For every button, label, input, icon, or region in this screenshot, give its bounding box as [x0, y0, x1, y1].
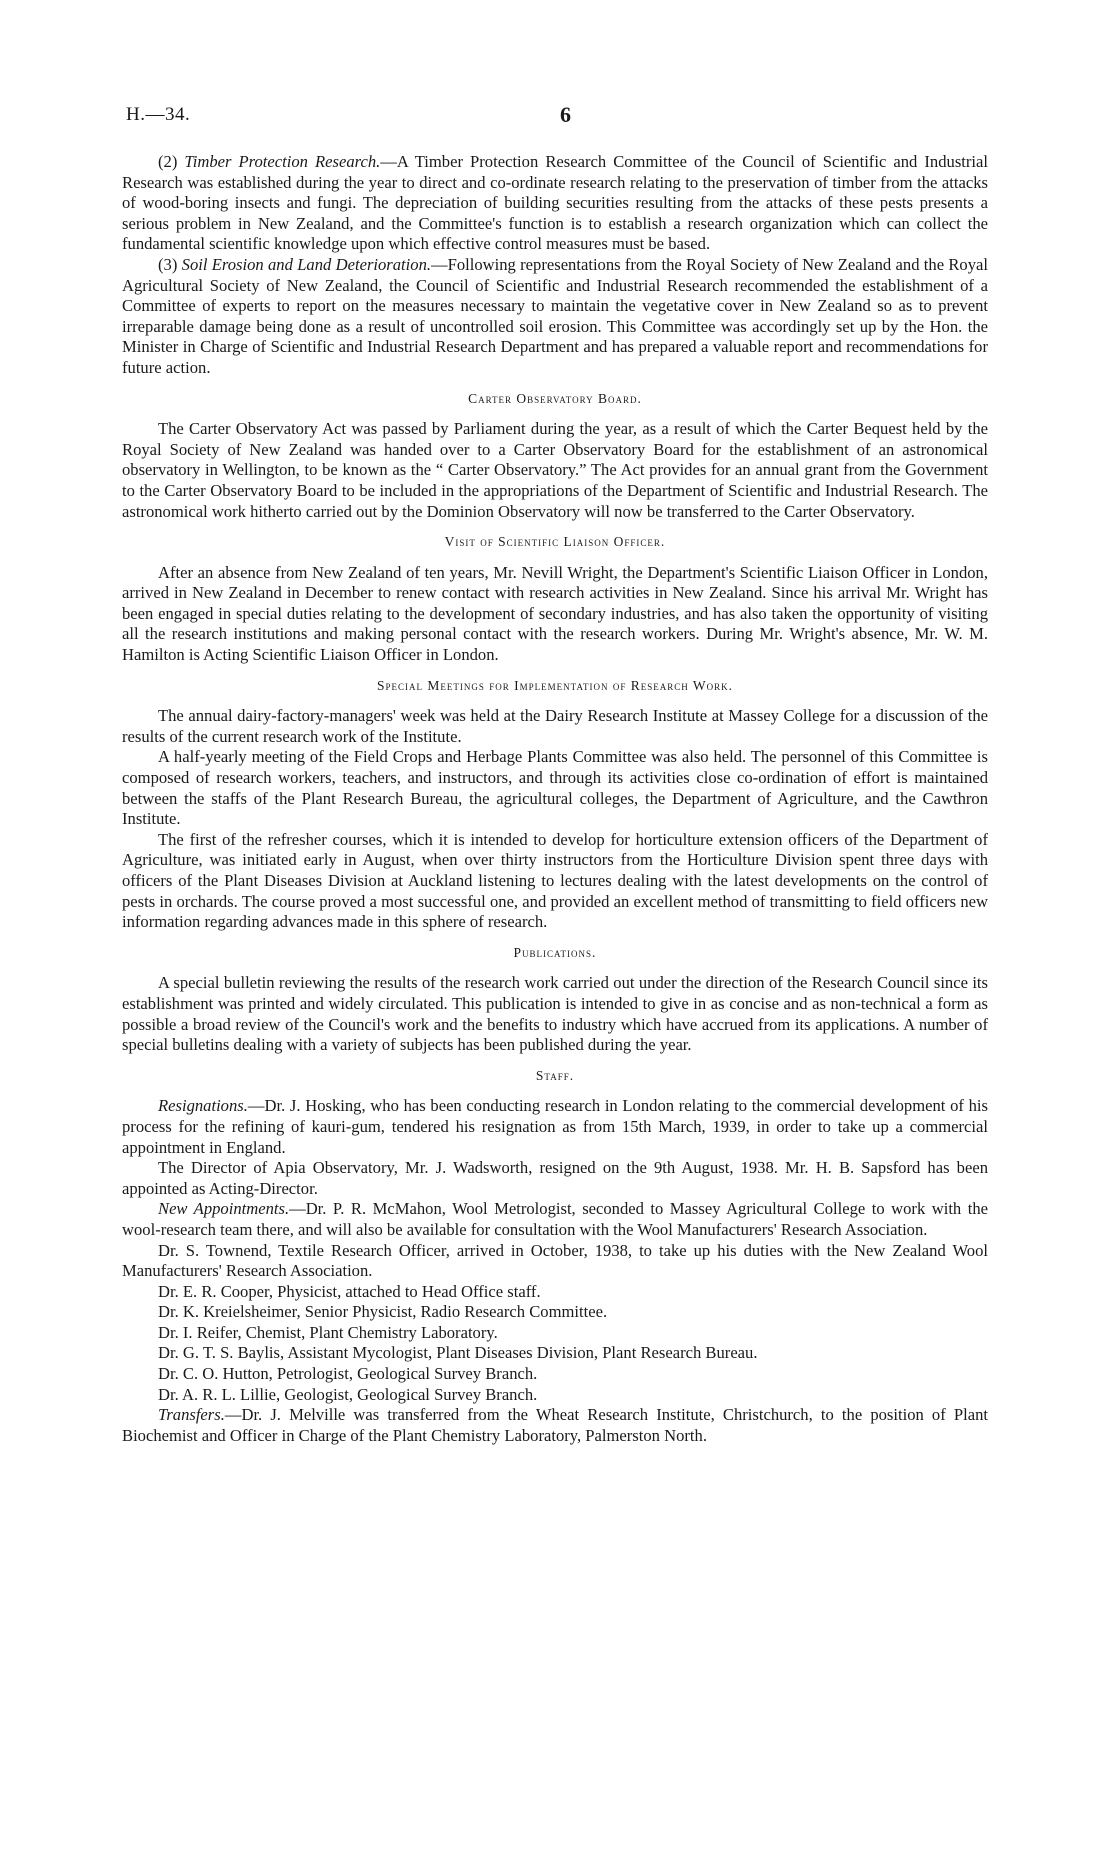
paragraph	[122, 1096, 988, 1158]
paragraph	[122, 419, 988, 522]
paragraph-text: —Following representations from the Royal Society of New Zealand and the Royal Agricultural Society of New Zealand, the Council of Scientific and Industrial Research recommended the establishment of a Committee of experts to report on the measures necessary to maintain the vegetative cover in New Zealand so as to prevent irreparable damage being done as a result of uncontrolled soil erosion. This Committee was accordingly set up by the Hon. the Minister in Charge of Scientific and Industrial Research Department and has prepared a valuable report and recommendations for future action.	[122, 254, 988, 377]
paragraph	[122, 1241, 988, 1282]
paragraph-text: Dr. S. Townend, Textile Research Officer, arrived in October, 1938, to take up his duties with the New Zealand Wool Manufacturers' Research Association.	[122, 1240, 988, 1281]
paragraph	[122, 1385, 988, 1406]
paragraph-lead: (3) Soil Erosion and Land Deterioration.	[158, 254, 432, 274]
paragraph	[122, 1302, 988, 1323]
paragraph-lead: (2) Timber Protection Research.	[158, 152, 381, 171]
paragraph-text: —Dr. J. Melville was transferred from the Wheat Research Institute, Christchurch, to the position of Plant Biochemist and Officer in Charge of the Plant Chemistry Laboratory, Palmerston North.	[122, 1405, 988, 1445]
paragraph-text: Dr. A. R. L. Lillie, Geologist, Geological Survey Branch.	[158, 1384, 538, 1404]
paragraph	[122, 563, 988, 666]
paragraph-lead: New Appointments.	[158, 1199, 290, 1219]
paragraph	[122, 1282, 988, 1303]
paragraph-text: —Dr. J. Hosking, who has been conducting research in London relating to the commercial development of his process for the refining of kauri-gum, tendered his resignation as from 15th March, 1939, in order to take up a commercial appointment in England.	[122, 1096, 988, 1157]
paragraph-lead: Transfers.	[158, 1405, 225, 1425]
paragraph	[122, 1364, 988, 1385]
paragraph-text: After an absence from New Zealand of ten years, Mr. Nevill Wright, the Department's Scientific Liaison Officer in London, arrived in New Zealand in December to renew contact with research activities in New Zealand. Since his arrival Mr. Wright has been engaged in special duties relating to the development of secondary industries, and has also taken the opportunity of visiting all the research institutions and making personal contact with the research workers. During Mr. Wright's absence, Mr. W. M. Hamilton is Acting Scientific Liaison Officer in London.	[122, 562, 988, 665]
section-heading: Visit of Scientific Liaison Officer.	[444, 534, 666, 550]
paragraph-text: The Director of Apia Observatory, Mr. J. Wadsworth, resigned on the 9th August, 1938. Mr. H. B. Sapsford has been appointed as Acting-Director.	[122, 1158, 988, 1198]
paragraph	[122, 1343, 988, 1364]
paragraph-text: Dr. I. Reifer, Chemist, Plant Chemistry Laboratory.	[158, 1322, 498, 1342]
paragraph	[122, 255, 988, 379]
paragraph-text: —A Timber Protection Research Committee of the Council of Scientific and Industrial Research was established during the year to direct and co-ordinate research relating to the preservation of timber from the attacks of wood-boring insects and fungi. The depreciation of building securities resulting from the attacks of these pests presents a serious problem in New Zealand, and the Committee's function is to establish a research organization which can collect the fundamental scientific knowledge upon which effective control measures must be based.	[122, 152, 988, 254]
paragraph	[122, 830, 988, 933]
paragraph	[122, 1323, 988, 1344]
section-heading: Special Meetings for Implementation of Research Work.	[377, 677, 733, 693]
section-heading: Staff.	[535, 1067, 575, 1083]
paragraph-lead: Resignations.	[158, 1096, 248, 1116]
paragraph	[122, 1158, 988, 1199]
paragraph	[122, 152, 988, 255]
paragraph-text: A half-yearly meeting of the Field Crops and Herbage Plants Committee was also held. The personnel of this Committee is composed of research workers, teachers, and instructors, and through its activities close co-ordination of effort is maintained between the staffs of the Plant Research Bureau, the agricultural colleges, the Department of Agriculture, and the Cawthron Institute.	[122, 747, 988, 829]
paragraph-text: The annual dairy-factory-managers' week was held at the Dairy Research Institute at Massey College for a discussion of the results of the current research work of the Institute.	[122, 706, 988, 746]
paragraph-text: A special bulletin reviewing the results of the research work carried out under the direction of the Research Council since its establishment was printed and widely circulated. This publication is intended to give in as concise and as non-technical a form as possible a broad review of the Council's work and the benefits to industry which have accrued from its applications. A number of special bulletins dealing with a variety of subjects has been published during the year.	[122, 973, 988, 1055]
paragraph-text: Dr. E. R. Cooper, Physicist, attached to Head Office staff.	[158, 1281, 541, 1301]
section-heading: Carter Observatory Board.	[468, 390, 642, 406]
section-heading: Publications.	[513, 944, 597, 960]
paragraph	[122, 706, 988, 747]
page-number: 6	[560, 102, 571, 127]
paragraph-text: The first of the refresher courses, which it is intended to develop for horticulture extension officers of the Department of Agriculture, was initiated early in August, when over thirty instructors from the Horticulture Division spent three days with officers of the Plant Diseases Division at Auckland listening to lectures dealing with the latest developments on the control of pests in orchards. The course proved a most successful one, and provided an excellent method of transmitting to field officers new information regarding advances made in this sphere of research.	[122, 829, 988, 932]
document-reference: H.—34.	[126, 104, 191, 125]
paragraph-text: Dr. G. T. S. Baylis, Assistant Mycologist, Plant Diseases Division, Plant Research Bureau.	[158, 1343, 758, 1363]
paragraph	[122, 1199, 988, 1240]
paragraph-text: Dr. K. Kreielsheimer, Senior Physicist, Radio Research Committee.	[158, 1302, 608, 1322]
paragraph	[122, 1405, 988, 1446]
paragraph	[122, 973, 988, 1055]
paragraph-text: The Carter Observatory Act was passed by Parliament during the year, as a result of which the Carter Bequest held by the Royal Society of New Zealand was handed over to a Carter Observatory Board for the establishment of an astronomical observatory in Wellington, to be known as the “ Carter Observatory.” The Act provides for an annual grant from the Government to the Carter Observatory Board to be included in the appropriations of the Department of Scientific and Industrial Research. The astronomical work hitherto carried out by the Dominion Observatory will now be transferred to the Carter Observatory.	[122, 419, 988, 521]
paragraph-text: —Dr. P. R. McMahon, Wool Metrologist, seconded to Massey Agricultural College to work with the wool-research team there, and will also be available for consultation with the Wool Manufacturers' Research Association.	[122, 1199, 988, 1239]
paragraph-text: Dr. C. O. Hutton, Petrologist, Geological Survey Branch.	[158, 1364, 538, 1384]
document-body	[122, 152, 988, 1446]
paragraph	[122, 747, 988, 829]
